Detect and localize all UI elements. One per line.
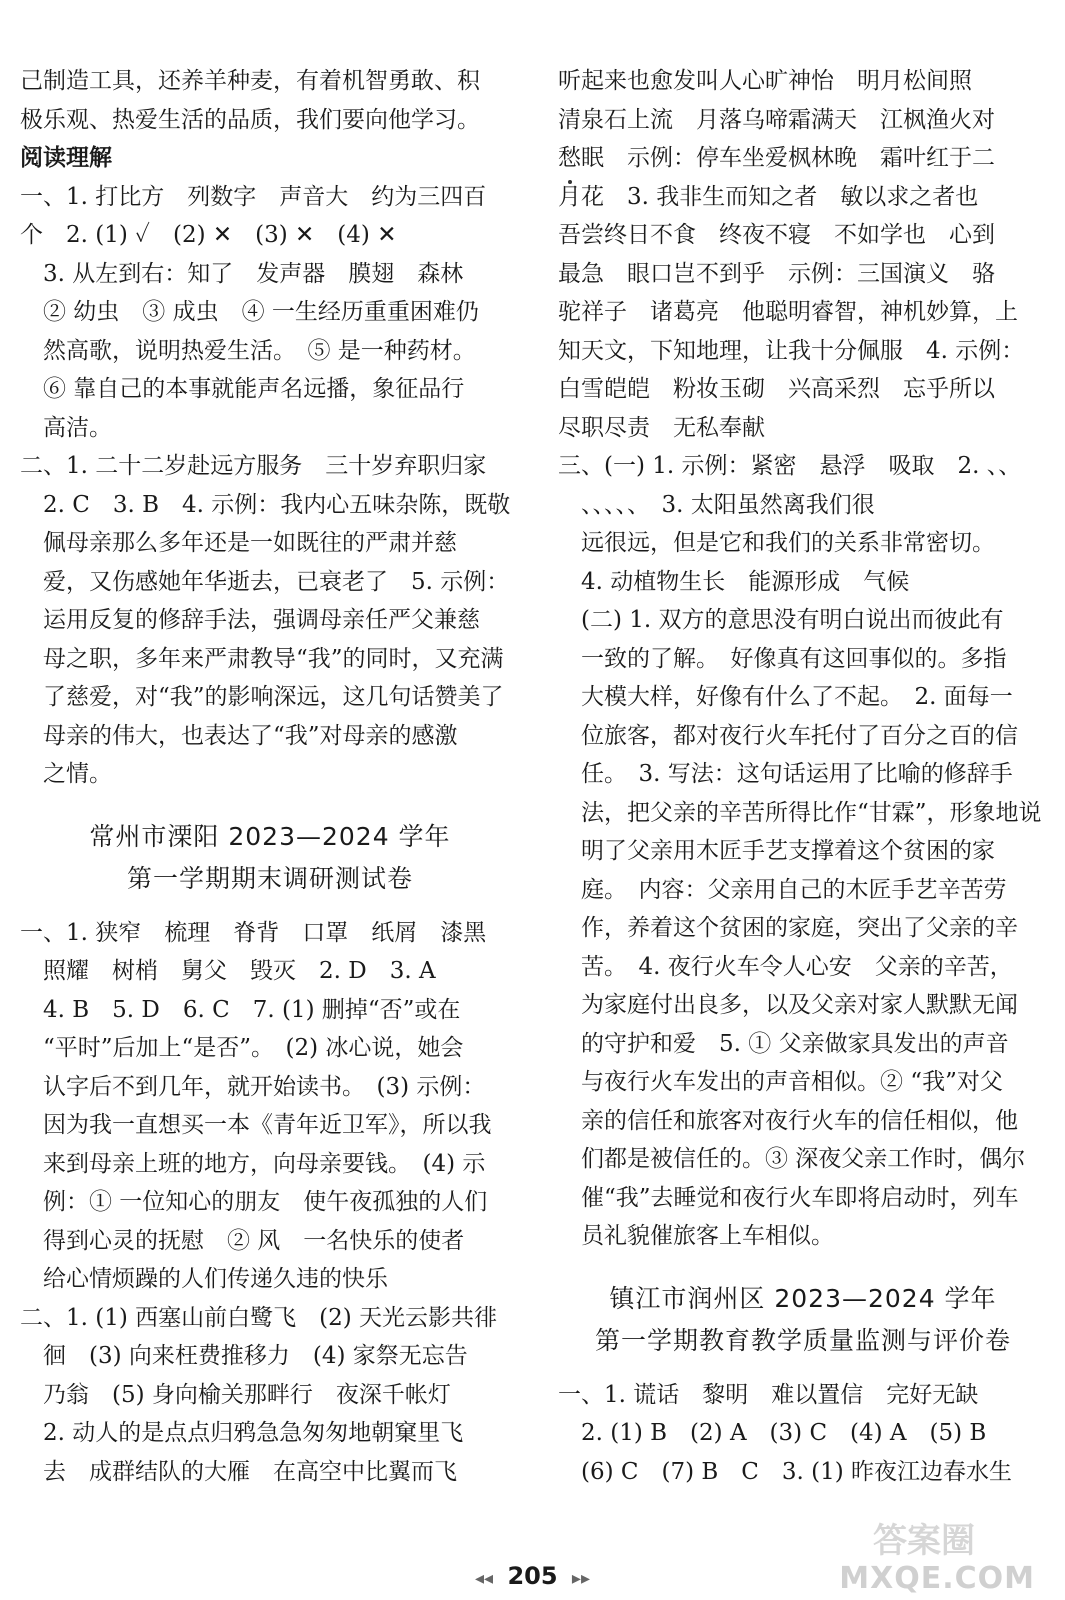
intro-paragraph: 己制造工具，还养羊种麦，有着机智勇敢、积 极乐观、热爱生活的品质，我们要向他学习。 [20, 68, 480, 133]
left-column [20, 62, 520, 1491]
right-answers-part2: 三、(一) 1. 示例：紧密 悬浮 吸取 2. 、、 、、、、、 3. 太阳虽然离我们很 远很远，但是它和我们的关系非常密切。 4. 动植物生长 能源形成 气候 (二) 1. 双方的意思没有明白说出而彼此有 一致的了解。 好像真有这回事似的。多指 大模大样，好像有什么了不起。 2. 面每一 位旅客，都对夜行火车托付了百分之百的信 任。 3. 写法：这句话运用了比喻的修辞手 法，把父亲的辛苦所得比作“甘霖”，形象地说 明了父亲用木匠手艺支撑着这个贫困的家 庭。 内容：父亲用自己的木匠手艺辛苦劳 作，养着这个贫困的家庭，突出了父亲的辛 苦。 4. 夜行火车令人心安 父亲的辛苦， 为家庭付出良多，以及父亲对家人默默无闻 的守护和爱 5. ① 父亲做家具发出的声音 与夜行火车发出的声音相似。② “我”对父 亲的信任和旅客对夜行火车的信任相似，他 们都是被信任的。③ 深夜父亲工作时，偶尔 催“我”去睡觉和夜行火车即将启动时，列车 员礼貌催旅客上车相似。 [558, 453, 1042, 1249]
watermark-url: MXQE.COM [839, 1561, 1035, 1596]
right-column [558, 62, 1048, 1491]
reading-answers: 一、1. 打比方 列数字 声音大 约为三四百 个 2. (1) ✓ (2) ✕ (3) ✕ (4) ✕ 3. 从左到右：知了 发声器 膜翅 森林 ② 幼虫 ③ 成虫 ④ 一生经历重重困难仍 然高歌，说明热爱生活。 ⑤ 是一种药材。 ⑥ 靠自己的本事就能声名远播，象征品行 高洁。 二、1. 二十二岁赴远方服务 三十岁弃职归家 2. C 3. B 4. 示例：我内心五味杂陈，既敬 佩母亲那么多年还是一如既往的严肃并慈 爱，又伤感她年华逝去，已衰老了 5. 示例： 运用反复的修辞手法，强调母亲任严父兼慈 母之职，多年来严肃教导“我”的同时，又充满 了慈爱，对“我”的影响深远，这几句话赞美了 母亲的伟大，也表达了“我”对母亲的感激 之情。 [20, 183, 511, 787]
next-arrow-icon: ▸▸ [571, 1568, 590, 1589]
exam2-title-line1: 镇江市润州区 2023—2024 学年 [609, 1283, 997, 1313]
page-number: 205 [507, 1562, 558, 1590]
right-answers-part1: 听起来也愈发叫人心旷神怡 明月松间照 清泉石上流 月落乌啼霜满天 江枫渔火对 愁眠 示例：停车坐爱枫林晚 霜叶红于二 月花 3. 我非生而知之者 敏以求之者也 吾尝终日不食 终夜不寝 不如学也 心到 最急 眼口岂不到乎 示例：三国演义 骆 驼祥子 诸葛亮 他聪明睿智，神机妙算，上 知天文，下知地理，让我十分佩服 4. 示例： 白雪皑皑 粉妆玉砌 兴高采烈 忘乎所以 尽职尽责 无私奉献 [558, 68, 1025, 441]
exam1-title-line1: 常州市溧阳 2023—2024 学年 [89, 821, 451, 851]
watermark-logo: 答案圈 [873, 1521, 975, 1561]
exam2-answers: 一、1. 谎话 黎明 难以置信 完好无缺 2. (1) B (2) A (3) C (4) A (5) B (6) C (7) B C 3. (1) 昨夜江边春水生 [558, 1381, 1013, 1485]
prev-arrow-icon: ◂◂ [475, 1568, 494, 1589]
exam1-title-line2: 第一学期期末调研测试卷 [126, 863, 413, 893]
exam2-title-line2: 第一学期教育教学质量监测与评价卷 [594, 1325, 1011, 1355]
exam1-answers: 一、1. 狭窄 梳理 脊背 口罩 纸屑 漆黑 照耀 树梢 舅父 毁灭 2. D 3. A 4. B 5. D 6. C 7. (1) 删掉“否”或在 “平时”后加上“是否”。 (2) 冰心说，她会 认字后不到几年，就开始读书。 (3) 示例： 因为我一直想买一本《青年近卫军》，所以我 来到母亲上班的地方，向母亲要钱。 (4) 示 例：① 一位知心的朋友 使午夜孤独的人们 得到心灵的抚慰 ② 风 一名快乐的使者 给心情烦躁的人们传递久违的快乐 二、1. (1) 西塞山前白鹭飞 (2) 天光云影共徘 徊 (3) 向来枉费推移力 (4) 家祭无忘告 乃翁 (5) 身向榆关那畔行 夜深千帐灯 2. 动人的是点点归鸦急急匆匆地朝窠里飞 去 成群结队的大雁 在高空中比翼而飞 [20, 919, 498, 1485]
reading-heading: 阅读理解 [20, 145, 112, 171]
